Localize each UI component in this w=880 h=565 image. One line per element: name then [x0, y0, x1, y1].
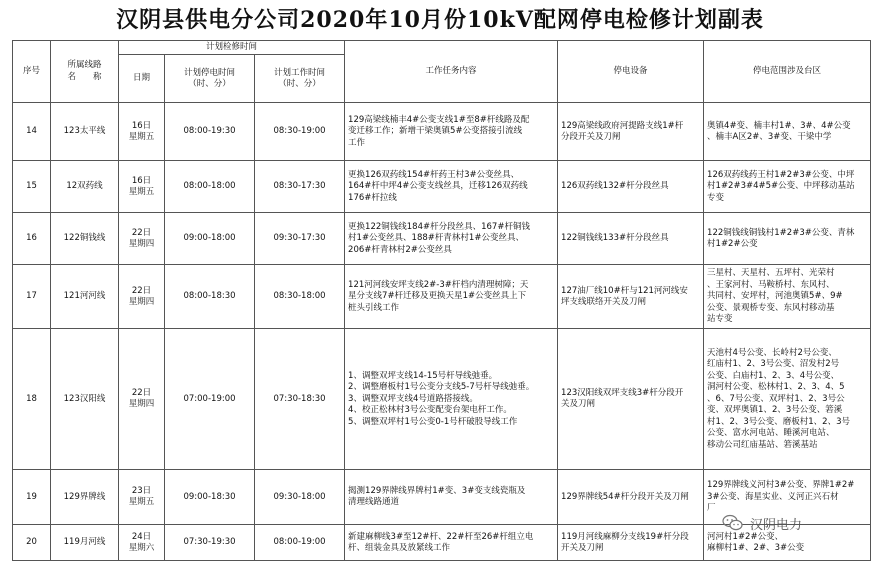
cell-range: 奥镇4#变、楠丰村1#、3#、4#公变 、楠丰A区2#、3#变、干梁中学 [704, 103, 871, 161]
cell-line: 123太平线 [51, 103, 119, 161]
cell-line: 123汉阳线 [51, 329, 119, 470]
cell-line: 119月河线 [51, 525, 119, 561]
cell-date: 22日 星期四 [119, 329, 165, 470]
cell-line: 12双药线 [51, 161, 119, 213]
cell-device: 129高梁线政府河提路支线1#杆 分段开关及刀闸 [558, 103, 704, 161]
cell-work-time: 08:00-19:00 [255, 525, 345, 561]
cell-task: 新建麻柳线3#至12#杆、22#杆至26#杆组立电 杆、组装金具及放紧线工作 [345, 525, 558, 561]
cell-device: 123汉阳线双坪支线3#杆分段开 关及刀闸 [558, 329, 704, 470]
cell-range: 天池村4号公变、长岭村2号公变、 红庙村1、2、3号公变、沼发村2号 公变、白庙村1、2、3、4号公变、 洞河村公变、松林村1、2、3、4、5 、6、7号公变、双坪村1、2、3号公 变、双坪奥镇1、2、3号公变、箬溪 村1、2、3号公变、磨板村1、2、3号 公变、富水河电站、睡溪河电站、 移动公司红庙基站、箬溪基站 [704, 329, 871, 470]
cell-work-time: 09:30-17:30 [255, 213, 345, 265]
cell-device: 119月河线麻柳分支线19#杆分段 开关及刀闸 [558, 525, 704, 561]
outage-plan-table [12, 40, 871, 561]
cell-stop-time: 07:00-19:00 [165, 329, 255, 470]
cell-device: 122铜钱线133#杆分段丝具 [558, 213, 704, 265]
cell-work-time: 08:30-17:30 [255, 161, 345, 213]
cell-date: 23日 星期五 [119, 470, 165, 525]
cell-task: 更换122铜钱线184#杆分段丝具、167#杆铜钱 村1#公变丝具、188#杆青林村1#公变丝具、 206#杆青林村2#公变丝具 [345, 213, 558, 265]
cell-date: 22日 星期四 [119, 265, 165, 329]
cell-date: 22日 星期四 [119, 213, 165, 265]
table-row [13, 329, 871, 470]
cell-seq: 19 [13, 470, 51, 525]
header-line: 所属线路 名 称 [51, 41, 119, 103]
cell-task: 121河河线安坪支线2#-3#杆档内清理树障；天 星分支线7#杆迁移及更换天星1#公变丝具上下 桩头引线工作 [345, 265, 558, 329]
cell-task: 129高梁线楠丰4#公变支线1#至8#杆线路及配 变迁移工作；新增干梁奥镇5#公变搭接引流线 工作 [345, 103, 558, 161]
header-plan-group: 计划检修时间 [119, 41, 345, 55]
cell-stop-time: 08:00-19:30 [165, 103, 255, 161]
table-row [13, 103, 871, 161]
cell-line: 121河河线 [51, 265, 119, 329]
cell-task: 更换126双药线154#杆药王村3#公变丝具、 164#杆中坪4#公变支线丝具，迁移126双药线 176#杆拉线 [345, 161, 558, 213]
header-task: 工作任务内容 [345, 41, 558, 103]
header-stop-time: 计划停电时间 （时、分） [165, 55, 255, 103]
cell-work-time: 08:30-19:00 [255, 103, 345, 161]
cell-device: 127油厂线10#杆与121河河线安 坪支线联络开关及刀闸 [558, 265, 704, 329]
page-title: 汉阴县供电分公司2020年10月份10kV配网停电检修计划副表 [116, 7, 764, 33]
cell-seq: 18 [13, 329, 51, 470]
cell-line: 122铜钱线 [51, 213, 119, 265]
table-row [13, 161, 871, 213]
cell-task: 1、调整双坪支线14-15号杆导线弛垂。 2、调整磨板村1号公变分支线5-7号杆导线弛垂。 3、调整双坪支线4号道路搭接线。 4、校正松林村3号公变配变台架电杆工作。 5、调整双坪村1号公变0-1号杆破股导线工作 [345, 329, 558, 470]
cell-range: 122铜钱线铜钱村1#2#3#公变、青林 村1#2#公变 [704, 213, 871, 265]
header-date: 日期 [119, 55, 165, 103]
cell-device: 129界牌线54#杆分段开关及刀闸 [558, 470, 704, 525]
table-row [13, 213, 871, 265]
header-range: 停电范围涉及台区 [704, 41, 871, 103]
cell-range: 三星村、天星村、五坪村、光荣村 、王家河村、马鞍桥村、东风村、 共同村、安坪村，河池奥镇5#、9# 公变、景观桥专变、东风村移动基 站专变 [704, 265, 871, 329]
cell-line: 129界牌线 [51, 470, 119, 525]
cell-stop-time: 09:00-18:00 [165, 213, 255, 265]
header-seq: 序号 [13, 41, 51, 103]
cell-stop-time: 08:00-18:00 [165, 161, 255, 213]
cell-range: 河河村1#2#公变、 麻柳村1#、2#、3#公变 [704, 525, 871, 561]
cell-work-time: 09:30-18:00 [255, 470, 345, 525]
header-device: 停电设备 [558, 41, 704, 103]
cell-date: 24日 星期六 [119, 525, 165, 561]
cell-stop-time: 07:30-19:30 [165, 525, 255, 561]
cell-seq: 20 [13, 525, 51, 561]
watermark-text: 汉阴电力 [750, 517, 803, 533]
watermark [722, 510, 872, 536]
cell-seq: 15 [13, 161, 51, 213]
cell-seq: 16 [13, 213, 51, 265]
cell-date: 16日 星期五 [119, 103, 165, 161]
cell-seq: 14 [13, 103, 51, 161]
cell-range: 129界牌线义河村3#公变、界牌1#2# 3#公变、海星实业、义河正兴石材 厂 [704, 470, 871, 525]
cell-date: 16日 星期五 [119, 161, 165, 213]
cell-device: 126双药线132#杆分段丝具 [558, 161, 704, 213]
cell-seq: 17 [13, 265, 51, 329]
header-work-time: 计划工作时间 （时、分） [255, 55, 345, 103]
cell-task: 揭测129界牌线界牌村1#变、3#变支线瓷瓶及 清理线路通道 [345, 470, 558, 525]
cell-work-time: 08:30-18:00 [255, 265, 345, 329]
wechat-icon [722, 514, 744, 532]
cell-stop-time: 09:00-18:30 [165, 470, 255, 525]
cell-stop-time: 08:00-18:30 [165, 265, 255, 329]
cell-work-time: 07:30-18:30 [255, 329, 345, 470]
table-row [13, 265, 871, 329]
cell-range: 126双药线药王村1#2#3#公变、中坪 村1#2#3#4#5#公变、中坪移动基站 专变 [704, 161, 871, 213]
